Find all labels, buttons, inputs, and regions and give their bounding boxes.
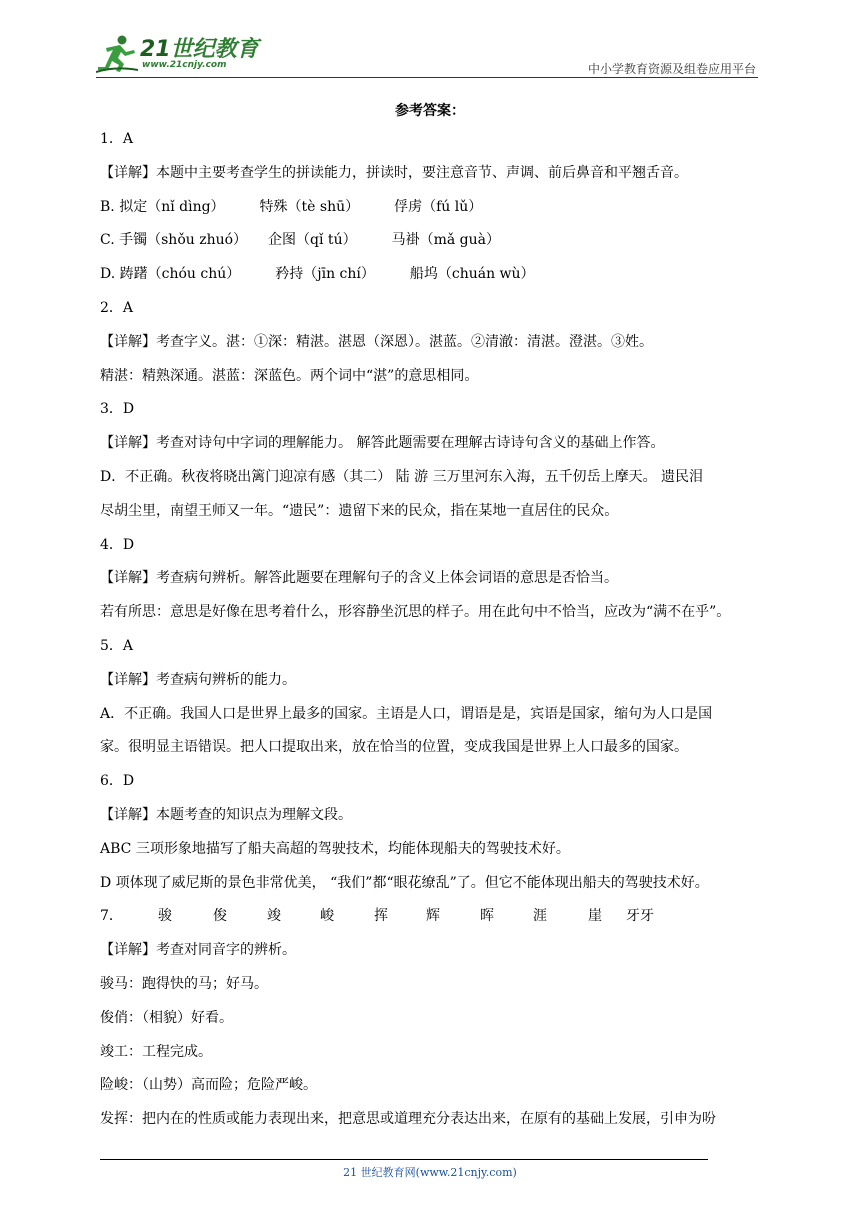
answer-line: D. 踌躇（chóu chú） 矜持（jīn chí） 船坞（chuán wù） (100, 266, 535, 283)
answer-7-word: 7． (100, 908, 123, 925)
answer-line: 【详解】本题考查的知识点为理解文段。 (100, 806, 352, 823)
answer-line: 【详解】考查病句辨析。解答此题要在理解句子的含义上体会词语的意思是否恰当。 (100, 570, 618, 587)
answer-line: C. 手镯（shǒu zhuó） 企图（qǐ tú） 马褂（mǎ guà） (100, 232, 500, 249)
answer-line: 精湛：精熟深通。湛蓝：深蓝色。两个词中“湛”的意思相同。 (100, 367, 479, 384)
logo-text (140, 32, 259, 63)
answer-7-word: 挥 (374, 908, 388, 925)
footer-divider (100, 1159, 708, 1160)
answer-line: D 项体现了威尼斯的景色非常优美， “我们”都“眼花缭乱”了。但它不能体现出船夫的驾驶技术好。 (100, 874, 709, 891)
answer-7-word: 骏 (158, 908, 172, 925)
answer-7-word: 竣 (267, 908, 281, 925)
answer-7-word: 晖 (480, 908, 494, 925)
answer-line-7 (100, 904, 770, 938)
logo-number: 21 (140, 37, 171, 62)
platform-name: 中小学教育资源及组卷应用平台 (587, 62, 756, 76)
answer-line: 1．A (100, 131, 134, 147)
answer-line: 若有所思：意思是好像在思考着什么，形容静坐沉思的样子。用在此句中不恰当，应改为“满不在乎”。 (100, 604, 731, 621)
answer-line: 竣工：工程完成。 (100, 1043, 212, 1060)
answer-line: 骏马：跑得快的马；好马。 (100, 975, 268, 992)
answer-line: 俊俏：（相貌）好看。 (100, 1009, 233, 1026)
answer-7-word: 涯 (533, 908, 547, 925)
answer-line: 【详解】本题中主要考查学生的拼读能力，拼读时，要注意音节、声调、前后鼻音和平翘舌音。 (100, 164, 688, 181)
answer-7-word: 俊 (213, 908, 227, 925)
site-logo (96, 30, 259, 78)
answer-line: D．不正确。秋夜将晓出篱门迎凉有感（其二） 陆 游 三万里河东入海，五千仞岳上摩天。 遗民泪 (100, 468, 704, 485)
runner-logo-icon (96, 34, 138, 74)
header-divider (96, 77, 758, 78)
answer-content (100, 127, 770, 1141)
footer-link[interactable]: 21 世纪教育网(www.21cnjy.com) (343, 1166, 517, 1179)
answer-line: 发挥：把内在的性质或能力表现出来，把意思或道理充分表达出来，在原有的基础上发展，引申为吩 (100, 1111, 716, 1128)
answer-line: 5．A (100, 637, 134, 654)
answer-line: 【详解】考查病句辨析的能力。 (100, 671, 296, 688)
answer-line: A．不正确。我国人口是世界上最多的国家。主语是人口，谓语是是，宾语是国家，缩句为人口是国 (100, 705, 713, 722)
page-header (96, 30, 756, 78)
answer-line: 【详解】考查对诗句中字词的理解能力。 解答此题需要在理解古诗诗句含义的基础上作答。 (100, 435, 665, 452)
answer-7-word: 峻 (320, 908, 334, 925)
page-title: 参考答案： (395, 103, 465, 119)
answer-7-word: 辉 (426, 908, 440, 925)
answer-7-word: 崖 (588, 908, 602, 925)
answer-line: ABC 三项形象地描写了船夫高超的驾驶技术，均能体现船夫的驾驶技术好。 (100, 840, 570, 857)
answer-line: 2．A (100, 299, 134, 316)
answer-7-word: 牙牙 (626, 908, 654, 925)
answer-line: 家。很明显主语错误。把人口提取出来，放在恰当的位置，变成我国是世界上人口最多的国家。 (100, 739, 688, 756)
logo-name: 世纪教育 (170, 37, 259, 62)
answer-line: 6．D (100, 773, 135, 790)
answer-line: 4．D (100, 536, 135, 553)
logo-url: www.21cnjy.com (142, 60, 227, 70)
answer-line: 【详解】考查对同音字的辨析。 (100, 942, 296, 959)
answer-line: 3．D (100, 401, 135, 418)
answer-line: 险峻：（山势）高而险；危险严峻。 (100, 1077, 317, 1094)
answer-line: 【详解】考查字义。湛：①深：精湛。湛恩（深恩）。湛蓝。②清澈：清湛。澄湛。③姓。 (100, 333, 653, 350)
answer-line: B. 拟定（nǐ dìng） 特殊（tè shū） 俘虏（fú lǔ） (100, 198, 483, 215)
answer-line: 尽胡尘里，南望王师又一年。“遗民”：遗留下来的民众，指在某地一直居住的民众。 (100, 502, 619, 519)
